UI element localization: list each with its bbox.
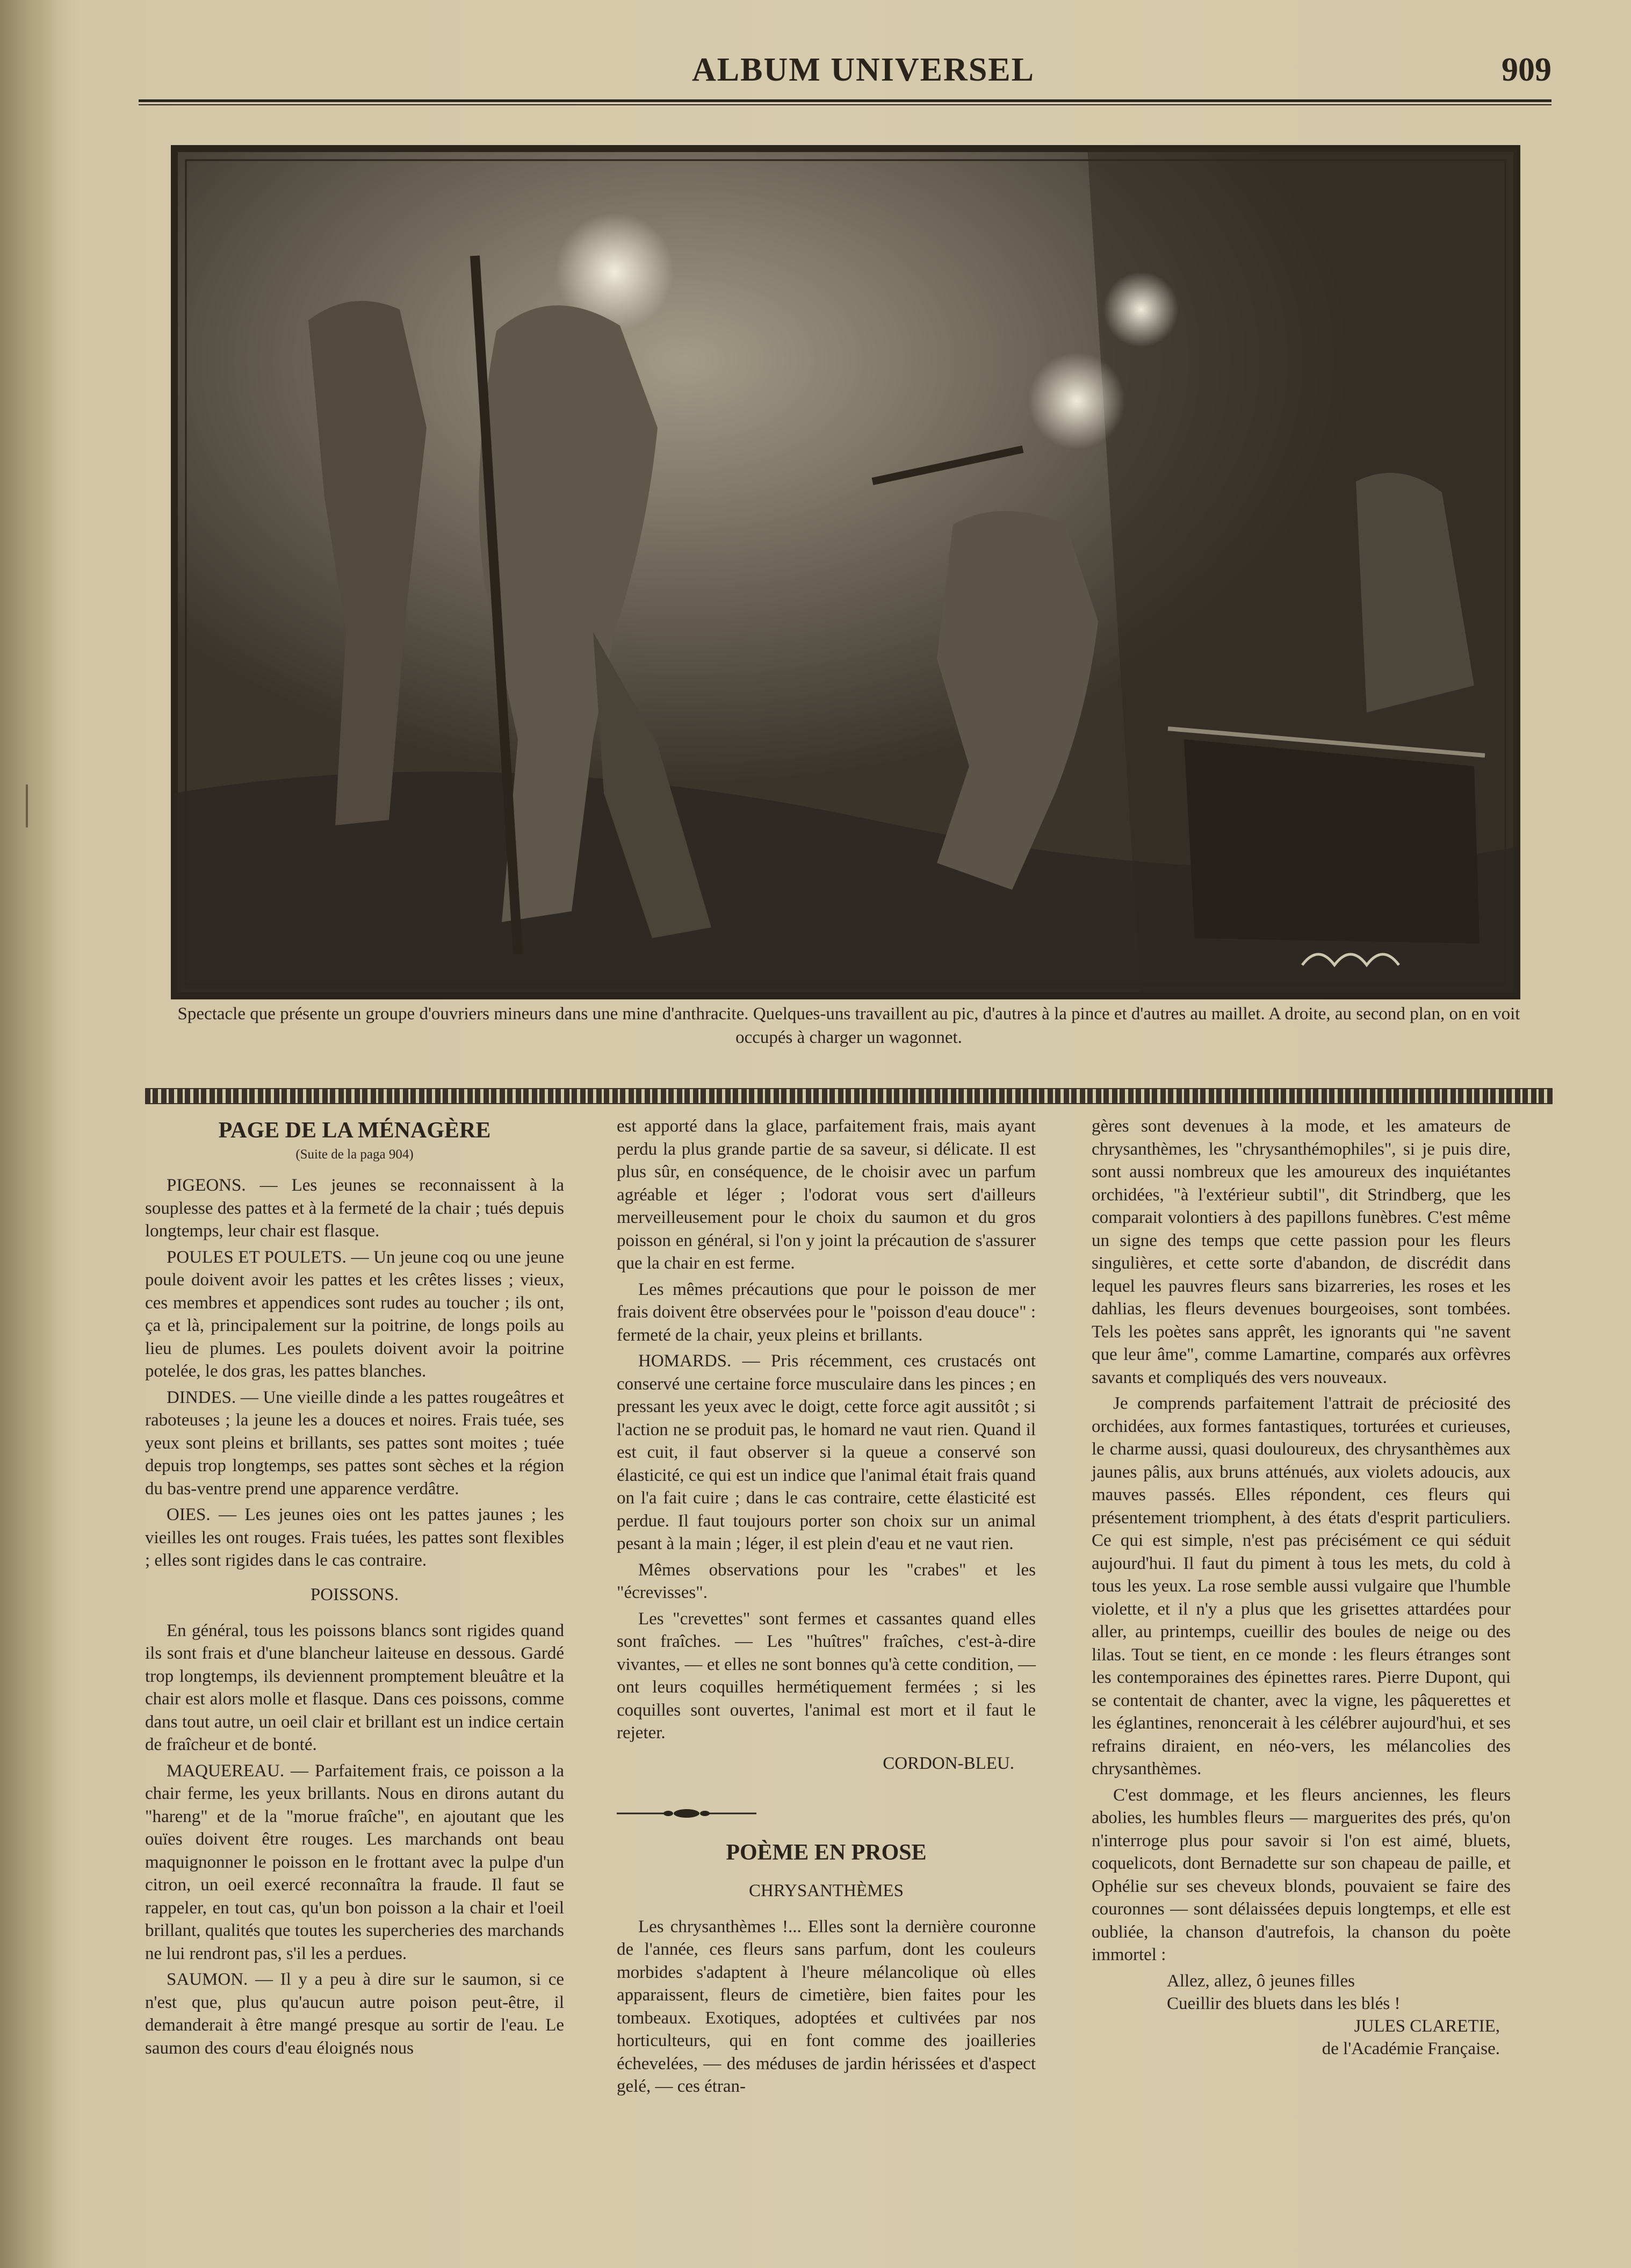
- menagere-title: PAGE DE LA MÉNAGÈRE: [218, 1118, 491, 1143]
- paragraph-etrangeres: gères sont devenues à la mode, et les amateurs de chrysanthèmes, les "chrysanthémophiles", si je puis dire, sont aussi nombreux que les amoureux des inquiétantes orchidées, "à l'extérieur subtil", dit Strindberg, que les comparait volontiers à des papillons funèbres. C'est même un signe des temps que cette passion pour les fleurs singulières, et cette sorte d'abandon, de discrédit dans lequel les pauvres fleurs sans bizarreries, les roses et les dahlias, les fleurs devenues bourgeoises, sont tombées. Tels les poètes sans apprêt, les ignorants qui "ne savent que leur âme", comme Lamartine, comparés aux orfèvres savants et compliqués des vers nouveaux.: [1092, 1117, 1511, 1387]
- journal-title: ALBUM UNIVERSEL: [691, 52, 1035, 88]
- paragraph-dommage: C'est dommage, et les fleurs anciennes, les fleurs abolies, les humbles fleurs — marguerites des prés, qu'on n'interroge plus pour savoir si l'on est aimé, bluets, coquelicots, dont Bernadette sur son chapeau de paille, et Ophélie sur ses cheveux blonds, pouvaient se faire des couronnes — sont délaissées depuis longtemps, et elle est oubliée, la chanson d'autrefois, la chanson du poète immortel :: [1092, 1785, 1511, 1964]
- paragraph-homards: HOMARDS. — Pris récemment, ces crustacés ont conservé une certaine force musculaire dans les pinces ; en pressant les yeux avec le doigt, cette force agit aussitôt ; si l'action ne se produit pas, le homard ne vaut rien. Quand il est cuit, il faut observer si la queue a conservé son élasticité, ce qui est un indice que l'animal était frais quand on l'a fait cuire ; dans le cas contraire, cette élasticité est perdue. Il faut toujours porter son choix sur un animal pesant à la main ; léger, il est plein d'eau et ne vaut rien.: [617, 1351, 1036, 1553]
- illustration-caption: Spectacle que présente un groupe d'ouvriers mineurs dans une mine d'anthracite. Quelques-uns travaillent au pic, d'autres à la pince et d'autres au maillet. A droite, au second plan, on en voit occupés à charger un wagonnet.: [177, 1004, 1520, 1047]
- paragraph-maquereau: MAQUEREAU. — Parfaitement frais, ce poisson a la chair ferme, les yeux brillants. Nous en dirons autant du "hareng" et de la "morue fraîche", en ajoutant que les ouïes doivent être rouges. Les marchands ont beau maquignonner le poisson en le frottant avec la pulpe d'un citron, un oeil exercé reconnaîtra la fraude. Il faut se rappeler, en tout cas, qu'un bon poisson a la chair et l'oeil brillant, qualités que toutes les supercheries des marchands ne lui rendront pas, s'il les a perdues.: [145, 1761, 564, 1963]
- page-fold-shadow: [0, 0, 59, 2268]
- paragraph-poissons-general: En général, tous les poissons blancs sont rigides quand ils sont frais et d'une blancheur laiteuse en dessous. Gardé trop longtemps, ils deviennent promptement bleuâtre et la chair est alors molle et flasque. Dans ces poissons, comme dans tout autre, un oeil clair et brillant est un indice certain de fraîcheur et de bonté.: [145, 1621, 564, 1754]
- author-title: de l'Académie Française.: [1322, 2039, 1500, 2058]
- paragraph-dindes: DINDES. — Une vieille dinde a les pattes rougeâtres et raboteuses ; la jeune les a douces et noires. Frais tuée, ses yeux sont pleins et brillants, ses pattes sont moites ; tuée depuis trop longtemps, ses pattes sont sèches et la région du bas-ventre prend une apparence verdâtre.: [145, 1387, 564, 1499]
- paragraph-poules: POULES ET POULETS. — Un jeune coq ou une jeune poule doivent avoir les pattes et les crêtes lisses ; vieux, ces membres et appendices sont rudes au toucher ; ils ont, ça et là, principalement sur la poitrine, de longs poils au lieu de plumes. Les poulets doivent avoir la poitrine potelée, le dos gras, les pattes blanches.: [145, 1247, 564, 1381]
- page-header: [139, 48, 1551, 107]
- poissons-heading: POISSONS.: [310, 1585, 399, 1604]
- poeme-title: POÈME EN PROSE: [726, 1840, 927, 1865]
- paragraph-crabes: Mêmes observations pour les "crabes" et les "écrevisses".: [617, 1560, 1036, 1602]
- mine-engraving-image: [174, 148, 1517, 996]
- column-middle: [617, 1115, 1036, 2101]
- page-number: 909: [1502, 52, 1551, 88]
- verse-line: Cueillir des bluets dans les blés !: [1167, 1993, 1401, 2013]
- header-rule: [139, 99, 1551, 105]
- poeme-subtitle: CHRYSANTHÈMES: [749, 1881, 904, 1900]
- mine-illustration: [171, 145, 1520, 999]
- ornamental-divider: [145, 1088, 1553, 1104]
- menagere-signature: CORDON-BLEU.: [883, 1753, 1014, 1773]
- column-left: [145, 1115, 564, 2063]
- paragraph-oies: OIES. — Les jeunes oies ont les pattes jaunes ; les vieilles les ont rouges. Frais tuées, les pattes sont flexibles ; elles sont rigides dans le cas contraire.: [145, 1505, 564, 1570]
- verse-quote: [1167, 1970, 1511, 2015]
- author-name: JULES CLARETIE,: [1354, 2016, 1500, 2036]
- paragraph-chrysanthemes: Les chrysanthèmes !... Elles sont la dernière couronne de l'année, ces fleurs sans parfum, dont les couleurs morbides s'adaptent à l'heure mélancolique où elles apparaissent, fleurs de cimetière, bien faites pour les tombeaux. Exotiques, adoptées et cultivées par nos horticulteurs, qui en font comme des joailleries échevelées, — des méduses de jardin hérissées et d'aspect gelé, — ces étran-: [617, 1917, 1036, 2096]
- paragraph-preciosite: Je comprends parfaitement l'attrait de préciosité des orchidées, aux formes fantastiques, torturées et curieuses, le charme aussi, quasi douloureux, des chrysanthèmes aux jaunes pâlis, aux bruns atténués, aux violets adoucis, aux mauves passés. Elles répondent, ces fleurs qui présentement triomphent, à des états d'esprit particuliers. Ce qui est simple, n'est pas précisément ce qui séduit aujourd'hui. Il faut du piment à tous les mets, du cold à tous les yeux. La rose semble aussi vulgaire que l'humble violette, et il n'y a plus que les grisettes attardées pour aller, au printemps, cueillir des boules de neige ou des lilas. Tout se tient, en ce monde : les fleurs étranges sont les contemporaines des épinettes rares. Pierre Dupont, qui se contentait de chanter, avec la vigne, les pâquerettes et les églantines, renoncerait à les célébrer aujourd'hui, et ses refrains diraient, en néo-vers, les mélancolies des chrysanthèmes.: [1092, 1394, 1511, 1779]
- paragraph-pigeons: PIGEONS. — Les jeunes se reconnaissent à la souplesse des pattes et à la fermeté de la chair ; tués depuis longtemps, leur chair est flasque.: [145, 1176, 564, 1241]
- verse-line: Allez, allez, ô jeunes filles: [1167, 1971, 1355, 1991]
- flourish-divider: [617, 1807, 756, 1820]
- binding-stitch: [26, 784, 49, 827]
- column-right: [1092, 1115, 1511, 2061]
- paragraph-crevettes: Les "crevettes" sont fermes et cassantes quand elles sont fraîches. — Les "huîtres" fraîches, c'est-à-dire vivantes, — et elles ne sont bonnes qu'à cette condition, — ont leurs coquilles hermétiquement fermées ; si les coquilles sont ouvertes, l'animal est mort et il faut le rejeter.: [617, 1609, 1036, 1743]
- paragraph-eau-douce: Les mêmes précautions que pour le poisson de mer frais doivent être observées pour le "poisson d'eau douce" : fermeté de la chair, yeux pleins et brillants.: [617, 1279, 1036, 1345]
- paragraph-saumon-cont: est apporté dans la glace, parfaitement frais, mais ayant perdu la plus grande partie de sa saveur, si délicate. Il est plus sûr, en conséquence, de le choisir avec un parfum agréable et léger ; l'odorat vous sert d'ailleurs merveilleusement pour le choix du saumon et du gros poisson en général, si l'on y joint la précaution de s'assurer que la chair en est ferme.: [617, 1117, 1036, 1273]
- paragraph-saumon: SAUMON. — Il y a peu à dire sur le saumon, si ce n'est que, plus qu'aucun autre poison peut-être, il demanderait à être mangé presque au sortir de l'eau. Le saumon des cours d'eau éloignés nous: [145, 1970, 564, 2058]
- menagere-continuation-note: (Suite de la paga 904): [295, 1147, 414, 1162]
